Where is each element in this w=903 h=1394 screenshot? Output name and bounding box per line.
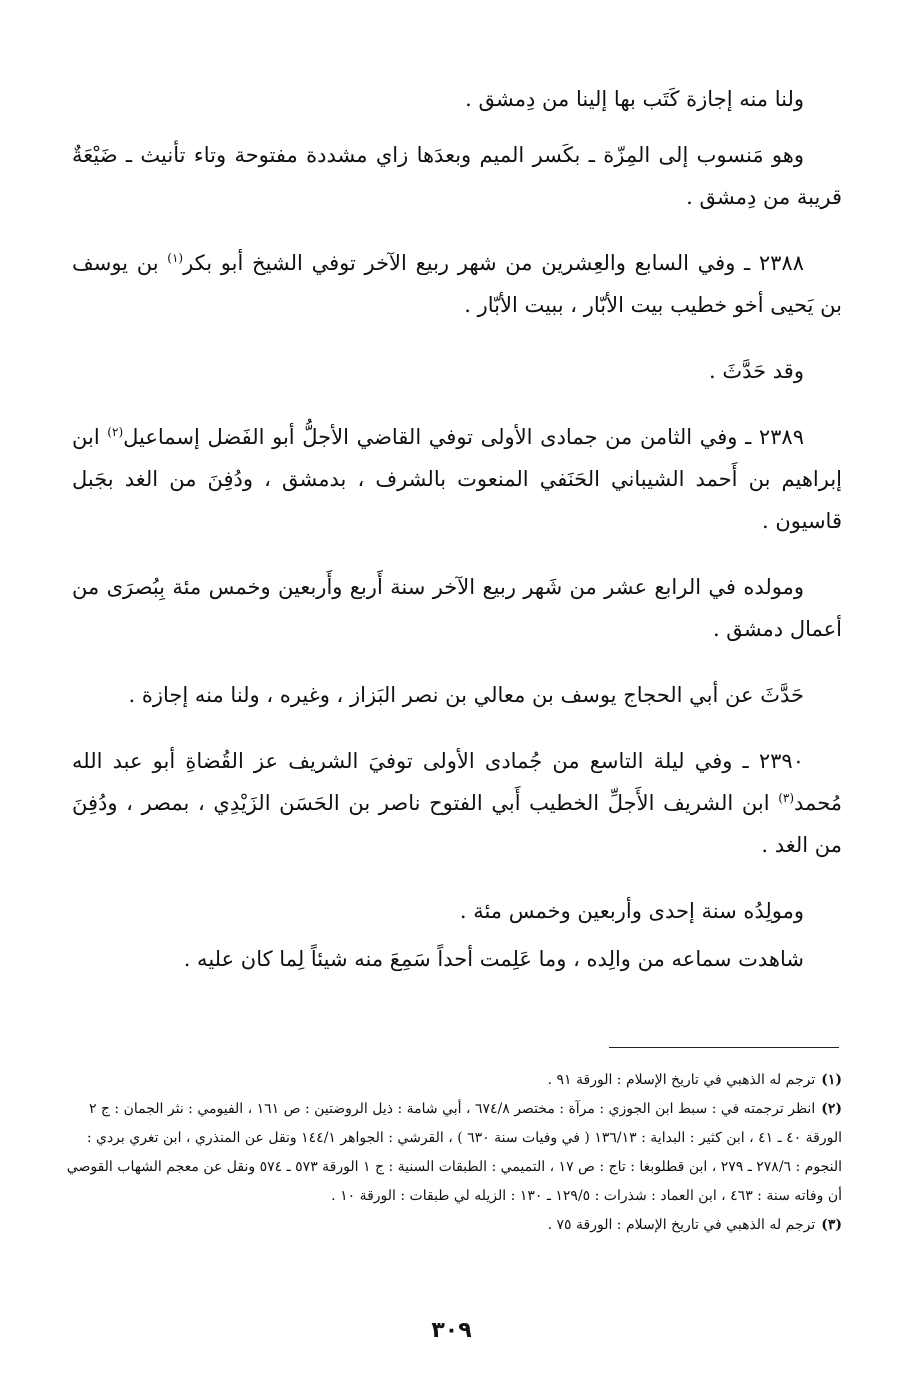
paragraph-entry-2388 xyxy=(72,242,842,326)
paragraph-entry-2390 xyxy=(72,740,842,866)
footnote-1-text: ترجم له الذهبي في تاريخ الإسلام : الورقة ٩١ . xyxy=(547,1072,816,1088)
entry-2390-text: ٢٣٩٠ ـ وفي ليلة التاسع من جُمادى الأولى توفيَ الشريف عز القُضاةِ أبو عبد الله مُحمد xyxy=(72,749,842,815)
footnote-2 xyxy=(64,1095,842,1211)
footnote-1-number: (١) xyxy=(821,1072,842,1088)
paragraph-2: وهو مَنسوب إلى المِزّة ـ بكَسر الميم وبعدَها زاي مشددة مفتوحة وتاء تأنيث ـ ضَيْعَةٌ قريبة من دِمشق . xyxy=(72,143,842,209)
paragraph-7: حَدَّثَ عن أبي الحجاج يوسف بن معالي بن نصر البَزاز ، وغيره ، ولنا منه إجازة . xyxy=(128,683,804,707)
paragraph-1: ولنا منه إجازة كَتَب بها إلينا من دِمشق . xyxy=(465,87,804,111)
footnote-3 xyxy=(64,1211,842,1240)
paragraph-6: ومولده في الرابع عشر من شَهر ربيع الآخر سنة أَربع وأَربعين وخمس مئة بِبُصرَى من أعمال دمشق . xyxy=(72,575,842,641)
footnote-1 xyxy=(64,1066,842,1095)
footnote-3-number: (٣) xyxy=(821,1217,842,1233)
footnotes xyxy=(64,1066,842,1240)
entry-2390-text-cont: ابن الشريف الأَجلِّ الخطيب أَبي الفتوح ناصر بن الحَسَن الزَيْدِي ، بمصر ، ودُفِنَ من الغد . xyxy=(72,791,842,857)
footnote-separator xyxy=(609,1047,839,1048)
paragraph-4: وقد حَدَّثَ . xyxy=(708,359,804,383)
footnote-ref-3: (٣) xyxy=(778,791,795,805)
footnote-3-text: ترجم له الذهبي في تاريخ الإسلام : الورقة ٧٥ . xyxy=(547,1217,816,1233)
main-text xyxy=(72,78,842,994)
footnote-ref-1: (١) xyxy=(167,251,184,265)
footnote-2-number: (٢) xyxy=(821,1101,842,1117)
footnote-ref-2: (٢) xyxy=(107,425,124,439)
entry-2389-text-cont: ابن إبراهيم بن أَحمد الشيباني الحَنَفي المنعوت بالشرف ، بدمشق ، ودُفِنَ من الغد بجَبل قاسيون . xyxy=(72,425,842,533)
paragraph-10: شاهدت سماعه من والِده ، وما عَلِمت أحداً سَمِعَ منه شيئاً لِما كان عليه . xyxy=(183,947,804,971)
page-number: ٣٠٩ xyxy=(431,1318,472,1343)
paragraph-entry-2389 xyxy=(72,416,842,542)
entry-2388-text: ٢٣٨٨ ـ وفي السابع والعِشرين من شهر ربيع الآخر توفي الشيخ أبو بكر xyxy=(183,251,804,275)
paragraph-9: ومولِدُه سنة إحدى وأربعين وخمس مئة . xyxy=(459,899,804,923)
entry-2389-text: ٢٣٨٩ ـ وفي الثامن من جمادى الأولى توفي القاضي الأجلُّ أبو الفَضل إسماعيل xyxy=(123,425,804,449)
entry-2388-text-cont: بن يوسف بن يَحيى أخو خطيب بيت الأبّار ، ببيت الأبّار . xyxy=(72,251,842,317)
footnote-2-text: انظر ترجمته في : سبط ابن الجوزي : مرآة : مختصر ٦٧٤/٨ ، أبي شامة : ذيل الروضتين : ص ١٦١ ، الفيومي : نثر الجمان : ج ٢ الورقة ٤٠ ـ ٤١ ، ابن كثير : البداية : ١٣٦/١٣ ( في وفيات سنة ٦٣٠ ) ، القرشي : الجواهر ١٤٤/١ ونقل عن المنذري ، ابن تغري بردي : النجوم : ٢٧٨/٦ ـ ٢٧٩ ، ابن قطلوبغا : تاج : ص ١٧ ، التميمي : الطبقات السنية : ج ١ الورقة ٥٧٣ ـ ٥٧٤ ونقل عن معجم الشهاب القوصي أن وفاته سنة : ٤٦٣ ، ابن العماد : شذرات : ١٢٩/٥ ـ ١٣٠ : الزيله لي طبقات : الورقة ١٠ . xyxy=(66,1101,842,1204)
